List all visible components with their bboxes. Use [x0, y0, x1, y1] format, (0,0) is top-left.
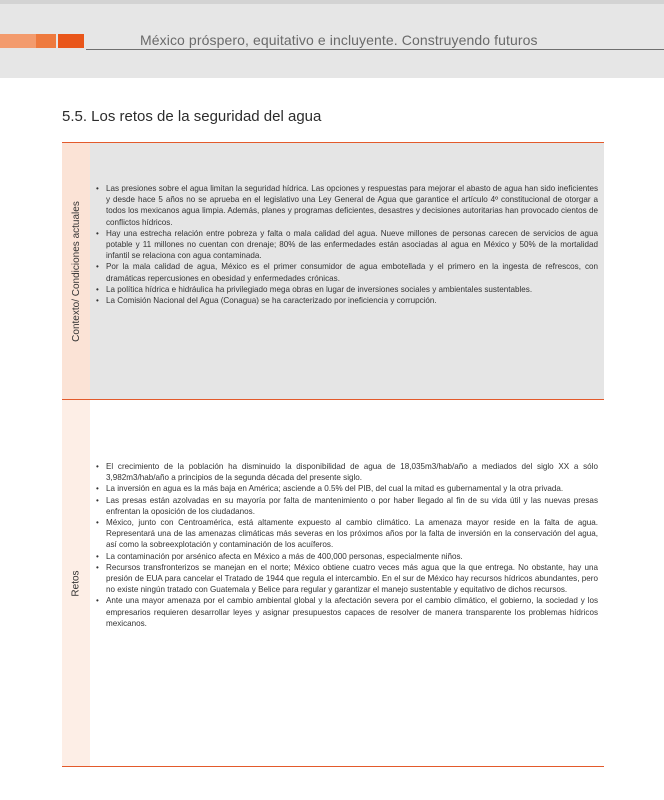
- bullet-list: [96, 461, 598, 629]
- header-accent-bar: [58, 34, 84, 48]
- page-header: [0, 0, 664, 78]
- header-top-line: [0, 0, 664, 4]
- row-label: Retos: [70, 569, 82, 597]
- list-item: • México, junto con Centroamérica, está altamente expuesto al cambio climático. La amenaza mayor reside en la falta de agua. Representará una de las amenazas climáticas más severas en los próximos años por la falta de inversión en la conservación del agua, así como la sobreexplotación y contaminación de los acuíferos.: [96, 517, 598, 551]
- row-label-wrap: [62, 143, 90, 399]
- header-rule: [86, 49, 664, 50]
- row-label-cell: [62, 143, 90, 399]
- section-title: 5.5. Los retos de la seguridad del agua: [62, 108, 322, 125]
- list-item: • La política hídrica e hidráulica ha privilegiado mega obras en lugar de inversiones sociales y ambientales sustentables.: [96, 284, 598, 295]
- row-label-wrap: [62, 400, 90, 766]
- list-item: • Por la mala calidad de agua, México es el primer consumidor de agua embotellada y el primero en la ingesta de refrescos, con dramáticas repercusiones en obesidad y enfermedades crónicas.: [96, 261, 598, 283]
- list-item: • Las presas están azolvadas en su mayoría por falta de mantenimiento o por haber llegado al fin de su vida útil y las nuevas presas enfrentan la oposición de los ciudadanos.: [96, 495, 598, 517]
- row-label-cell: [62, 400, 90, 766]
- header-accent-bar: [36, 34, 56, 48]
- header-title: México próspero, equitativo e incluyente. Construyendo futuros: [140, 32, 538, 48]
- list-item: • Hay una estrecha relación entre pobreza y falta o mala calidad del agua. Nueve millones de personas carecen de servicios de agua potable y 11 millones no cuentan con drenaje; 80% de las enfermedades están asociadas al agua en México y 50% de la mortalidad infantil se relaciona con agua contaminada.: [96, 228, 598, 262]
- list-item: • La Comisión Nacional del Agua (Conagua) se ha caracterizado por ineficiencia y corrupción.: [96, 295, 598, 306]
- row-content-context: [90, 143, 604, 399]
- list-item: • Recursos transfronterizos se manejan en el norte; México obtiene cuatro veces más agua que la que entrega. No obstante, hay una presión de EUA para cancelar el Tratado de 1944 que regula el intercambio. En el sur de México hay recursos hídricos abundantes, pero no existe ningún tratado con Guatemala y Belice para regular y garantizar el manejo sustentable y equitativo de dichos recursos.: [96, 562, 598, 596]
- row-content-challenges: [90, 400, 604, 766]
- list-item: • Ante una mayor amenaza por el cambio ambiental global y la afectación severa por el cambio climático, el gobierno, la sociedad y los empresarios requieren desarrollar leyes y asignar presupuestos capaces de resolver de manera transparente los problemas hídricos mexicanos.: [96, 595, 598, 629]
- header-accent-bar: [0, 34, 36, 48]
- bullet-list: [96, 183, 598, 306]
- list-item: • La inversión en agua es la más baja en América; asciende a 0.5% del PIB, del cual la mitad es gubernamental y la otra privada.: [96, 483, 598, 494]
- row-label: Contexto/ Condiciones actuales: [70, 200, 82, 342]
- table-bottom-rule: [62, 766, 604, 767]
- list-item: • La contaminación por arsénico afecta en México a más de 400,000 personas, especialmente niños.: [96, 551, 598, 562]
- list-item: • El crecimiento de la población ha disminuido la disponibilidad de agua de 18,035m3/hab/año a mediados del siglo XX a sólo 3,982m3/hab/año a principios de la segunda década del presente siglo.: [96, 461, 598, 483]
- list-item: • Las presiones sobre el agua limitan la seguridad hídrica. Las opciones y respuestas para mejorar el abasto de agua han sido ineficientes y desde hace 5 años no se aprueba en el legislativo una Ley General de Agua que garantice el artículo 4º constitucional de otorgar a todos los mexicanos agua limpia. Además, planes y programas deficientes, desastres y decisiones autoritarias han provocado cientos de conflictos hídricos.: [96, 183, 598, 228]
